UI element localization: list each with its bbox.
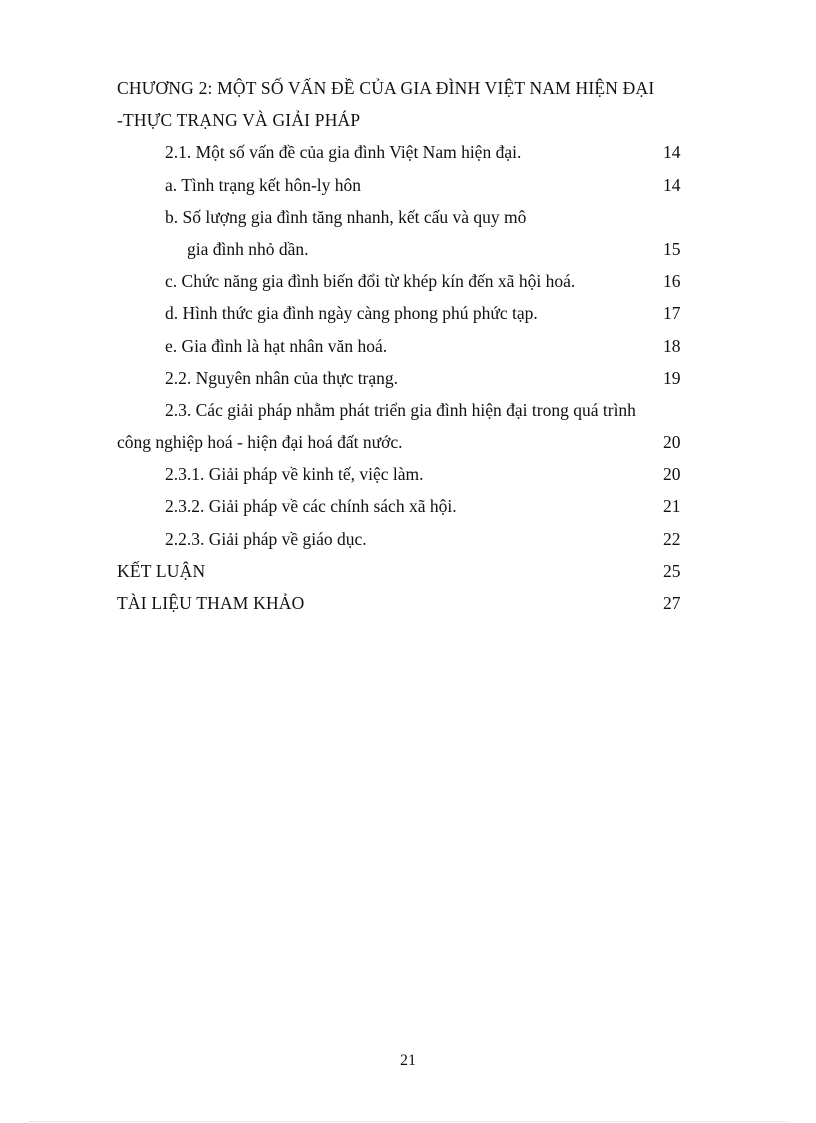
toc-entry-text: b. Số lượng gia đình tăng nhanh, kết cấu và quy mô: [165, 206, 527, 227]
toc-entry-text: gia đình nhỏ dần.: [187, 238, 309, 259]
toc-entry-text: 2.3.1. Giải pháp về kinh tế, việc làm.: [165, 464, 424, 485]
toc-entry-page: 25: [663, 560, 681, 581]
chapter-title-text: CHƯƠNG 2: MỘT SỐ VẤN ĐỀ CỦA GIA ĐÌNH VIỆT NAM HIỆN ĐẠI: [117, 78, 655, 98]
toc-entry-page: 14: [663, 142, 681, 163]
toc-entry-text: c. Chức năng gia đình biến đổi từ khép kín đến xã hội hoá.: [165, 271, 576, 292]
toc-entry: [117, 169, 737, 201]
toc-entry-text: 2.1. Một số vấn đề của gia đình Việt Nam hiện đại.: [165, 142, 522, 163]
page-bottom-divider: [30, 1121, 786, 1122]
toc-entry: [117, 458, 737, 490]
chapter-title-line-1: [117, 72, 737, 104]
toc-entry-page: 20: [663, 464, 681, 485]
toc-entry-text: KẾT LUẬN: [117, 560, 206, 581]
toc-entry-page: 22: [663, 528, 681, 549]
toc-entry-text: 2.2. Nguyên nhân của thực trạng.: [165, 367, 399, 388]
toc-entry-text: công nghiệp hoá - hiện đại hoá đất nước.: [117, 432, 403, 453]
toc-entry: [117, 297, 737, 329]
chapter-title-text: -THỰC TRẠNG VÀ GIẢI PHÁP: [117, 110, 361, 131]
toc-entry-text: d. Hình thức gia đình ngày càng phong phú phức tạp.: [165, 303, 538, 324]
table-of-contents: [117, 72, 737, 619]
toc-entry-text: 2.3.2. Giải pháp về các chính sách xã hội.: [165, 496, 457, 517]
toc-entry-text: e. Gia đình là hạt nhân văn hoá.: [165, 335, 388, 356]
toc-entry-page: 21: [663, 496, 681, 517]
toc-entry-page: 18: [663, 335, 681, 356]
toc-entry: [117, 201, 737, 233]
toc-entry-page: 27: [663, 593, 681, 613]
toc-entry-conclusion: [117, 555, 737, 587]
toc-entry: [117, 330, 737, 362]
toc-entry: [117, 523, 737, 555]
toc-entry-text: 2.3. Các giải pháp nhằm phát triển gia đình hiện đại trong quá trình: [165, 399, 636, 420]
toc-entry: [117, 394, 737, 426]
toc-entry: [117, 362, 737, 394]
toc-entry-page: 14: [663, 174, 681, 195]
toc-entry: [117, 136, 737, 168]
toc-entry-page: 15: [663, 238, 681, 259]
toc-entry-references: [117, 587, 737, 619]
toc-entry-page: 16: [663, 271, 681, 292]
toc-entry-page: 19: [663, 367, 681, 388]
toc-entry-text: a. Tình trạng kết hôn-ly hôn: [165, 174, 362, 195]
toc-entry-text: 2.2.3. Giải pháp về giáo dục.: [165, 528, 367, 549]
toc-entry-page: 17: [663, 303, 681, 324]
chapter-title-line-2: [117, 104, 737, 136]
toc-entry: [117, 490, 737, 522]
toc-entry-continuation: [117, 233, 737, 265]
page-number: 21: [400, 1052, 416, 1069]
toc-entry-page: 20: [663, 432, 681, 453]
toc-entry: [117, 265, 737, 297]
toc-entry-continuation: [117, 426, 737, 458]
toc-entry-text: TÀI LIỆU THAM KHẢO: [117, 593, 305, 613]
